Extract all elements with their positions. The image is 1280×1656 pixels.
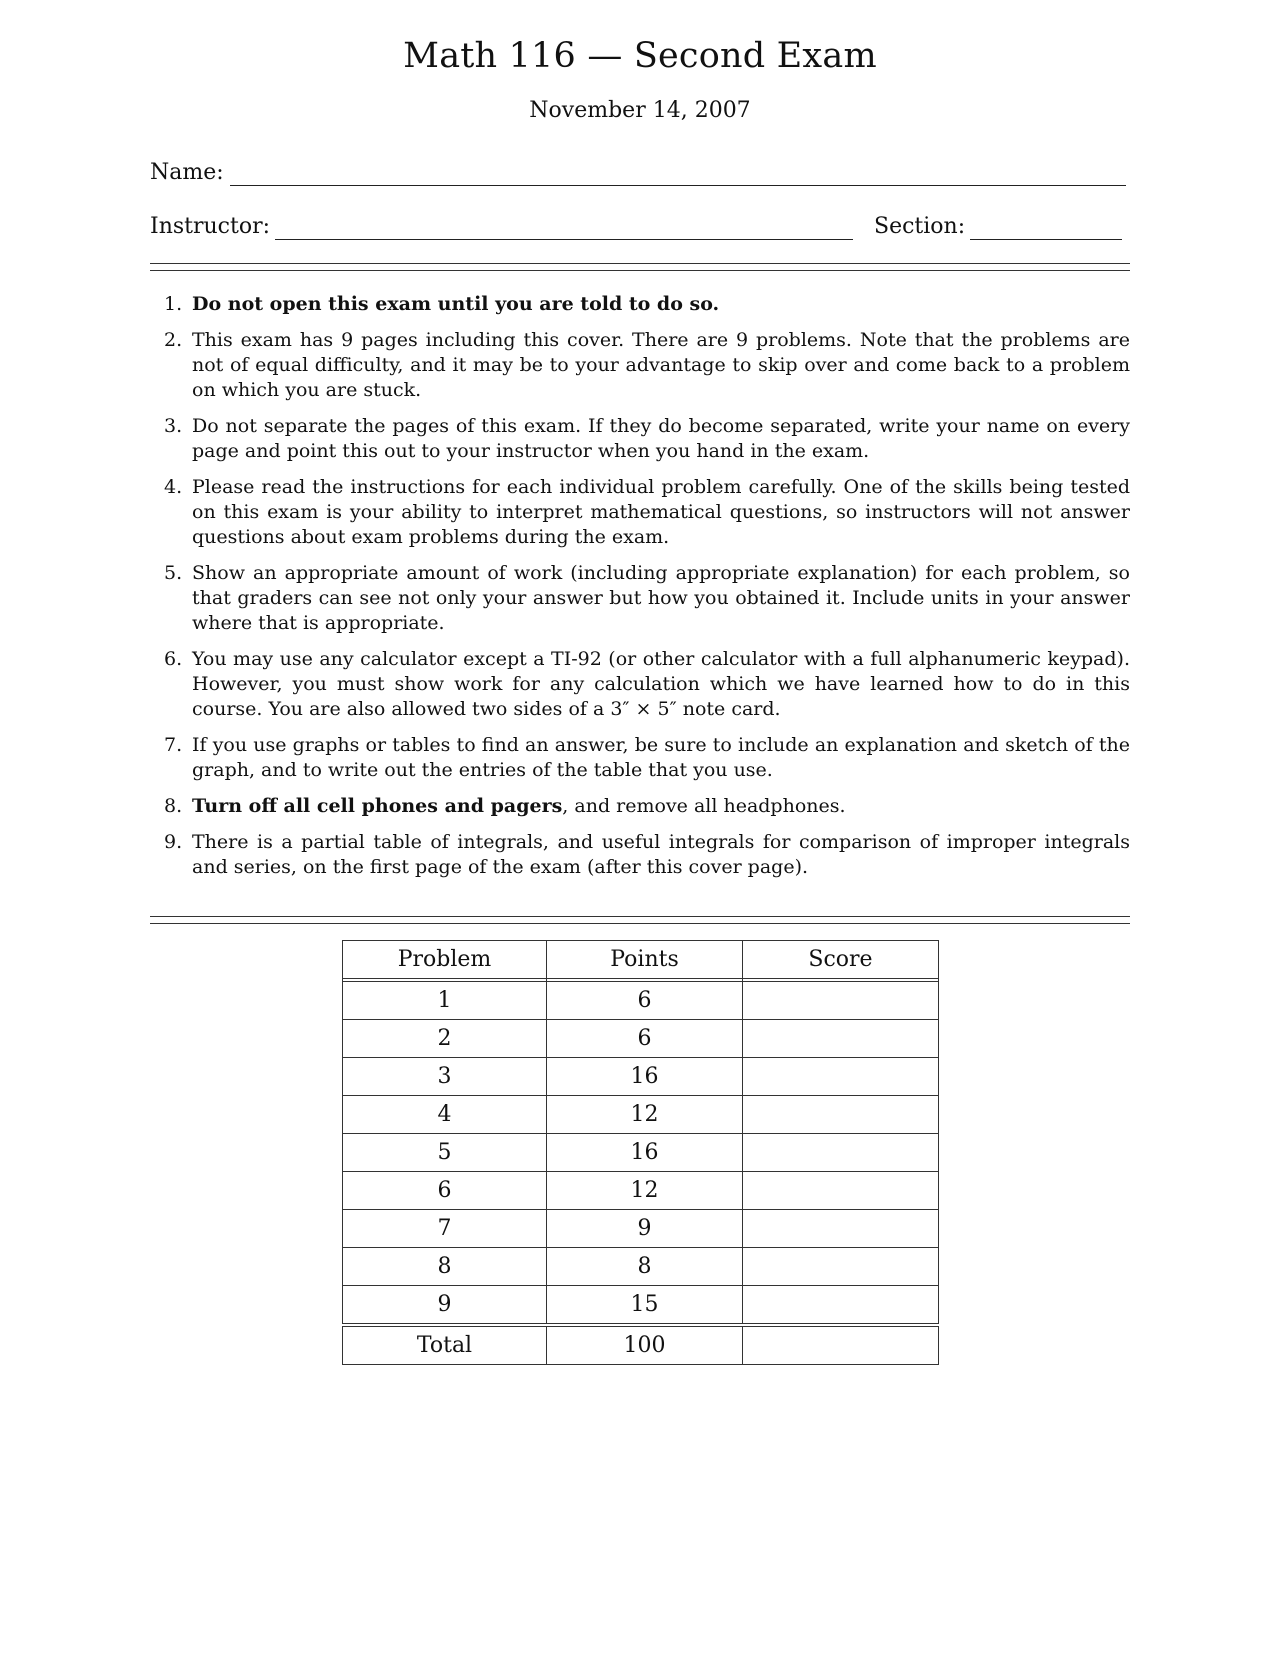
page-title: Math 116 — Second Exam [403,36,877,76]
score-table-header-row [343,941,939,979]
table-row [343,1134,939,1172]
table-row [343,1248,939,1286]
instruction-item [150,561,1130,636]
header-points: Points [547,941,743,979]
bottom-double-rule [150,916,1130,924]
header-problem: Problem [343,941,547,979]
instructor-field-row [150,214,1130,248]
total-points-cell: 100 [547,1327,743,1365]
instruction-item [150,794,1130,819]
instruction-text: There is a partial table of integrals, and useful integrals for comparison of improper integrals and series, on the first page of the exam (after this cover page). [192,831,1130,878]
points-cell: 6 [547,982,743,1020]
problem-number-cell: 5 [343,1134,547,1172]
instruction-number: 2. [164,329,183,351]
instruction-text: You may use any calculator except a TI-92 (or other calculator with a full alphanumeric keypad). However, you must show work for any calculation which we have learned how to do in this course. You are also allowed two sides of a 3″ × 5″ note card. [192,648,1130,720]
instruction-item [150,292,1130,317]
total-row [343,1327,939,1365]
instruction-number: 4. [164,476,183,498]
table-row [343,1096,939,1134]
points-cell: 9 [547,1210,743,1248]
name-label: Name: [150,160,224,185]
points-cell: 6 [547,1020,743,1058]
score-cell[interactable] [743,1134,939,1172]
points-cell: 16 [547,1058,743,1096]
score-cell[interactable] [743,1020,939,1058]
score-cell[interactable] [743,1286,939,1324]
score-cell[interactable] [743,1248,939,1286]
instruction-bold-text: Do not open this exam until you are told to do so. [192,293,720,315]
header-score: Score [743,941,939,979]
total-label-cell: Total [343,1327,547,1365]
instruction-number: 1. [164,293,183,315]
points-cell: 12 [547,1096,743,1134]
score-cell[interactable] [743,1172,939,1210]
instruction-number: 8. [164,795,183,817]
table-row [343,1058,939,1096]
instruction-bold-text: Turn off all cell phones and pagers [192,795,563,817]
problem-number-cell: 2 [343,1020,547,1058]
instruction-number: 5. [164,562,183,584]
instruction-item [150,647,1130,722]
score-cell[interactable] [743,982,939,1020]
instruction-number: 7. [164,734,183,756]
section-blank-line[interactable] [970,239,1122,240]
score-table [342,940,939,1365]
instruction-item [150,733,1130,783]
total-score-cell[interactable] [743,1327,939,1365]
instruction-item [150,475,1130,550]
score-table-body [343,979,939,1365]
instruction-text: Please read the instructions for each individual problem carefully. One of the skills being tested on this exam is your ability to interpret mathematical questions, so instructors will not answer questions about exam problems during the exam. [192,476,1130,548]
table-row [343,982,939,1020]
name-blank-line[interactable] [230,185,1126,186]
instruction-item [150,414,1130,464]
score-cell[interactable] [743,1058,939,1096]
exam-date: November 14, 2007 [529,98,751,123]
instruction-text: Do not separate the pages of this exam. If they do become separated, write your name on every page and point this out to your instructor when you hand in the exam. [192,415,1130,462]
problem-number-cell: 4 [343,1096,547,1134]
table-row [343,1286,939,1324]
points-cell: 12 [547,1172,743,1210]
instruction-number: 9. [164,831,183,853]
instruction-text: Show an appropriate amount of work (including appropriate explanation) for each problem, so that graders can see not only your answer but how you obtained it. Include units in your answer where that is appropriate. [192,562,1130,634]
score-cell[interactable] [743,1096,939,1134]
instruction-item [150,830,1130,880]
score-cell[interactable] [743,1210,939,1248]
points-cell: 15 [547,1286,743,1324]
instruction-number: 3. [164,415,183,437]
instruction-item [150,328,1130,403]
table-row [343,1020,939,1058]
problem-number-cell: 8 [343,1248,547,1286]
problem-number-cell: 9 [343,1286,547,1324]
problem-number-cell: 7 [343,1210,547,1248]
problem-number-cell: 1 [343,982,547,1020]
top-double-rule [150,263,1130,271]
instructor-label: Instructor: [150,214,271,239]
instructions-list [150,292,1130,891]
instruction-text: If you use graphs or tables to find an answer, be sure to include an explanation and sketch of the graph, and to write out the entries of the table that you use. [192,734,1130,781]
instruction-text: , and remove all headphones. [562,795,846,817]
instructor-blank-line[interactable] [275,239,853,240]
name-field-row [150,160,1130,194]
instruction-text: This exam has 9 pages including this cover. There are 9 problems. Note that the problems are not of equal difficulty, and it may be to your advantage to skip over and come back to a problem on which you are stuck. [192,329,1130,401]
table-row [343,1210,939,1248]
points-cell: 8 [547,1248,743,1286]
problem-number-cell: 6 [343,1172,547,1210]
instruction-number: 6. [164,648,183,670]
section-label: Section: [874,214,966,239]
points-cell: 16 [547,1134,743,1172]
problem-number-cell: 3 [343,1058,547,1096]
table-row [343,1172,939,1210]
